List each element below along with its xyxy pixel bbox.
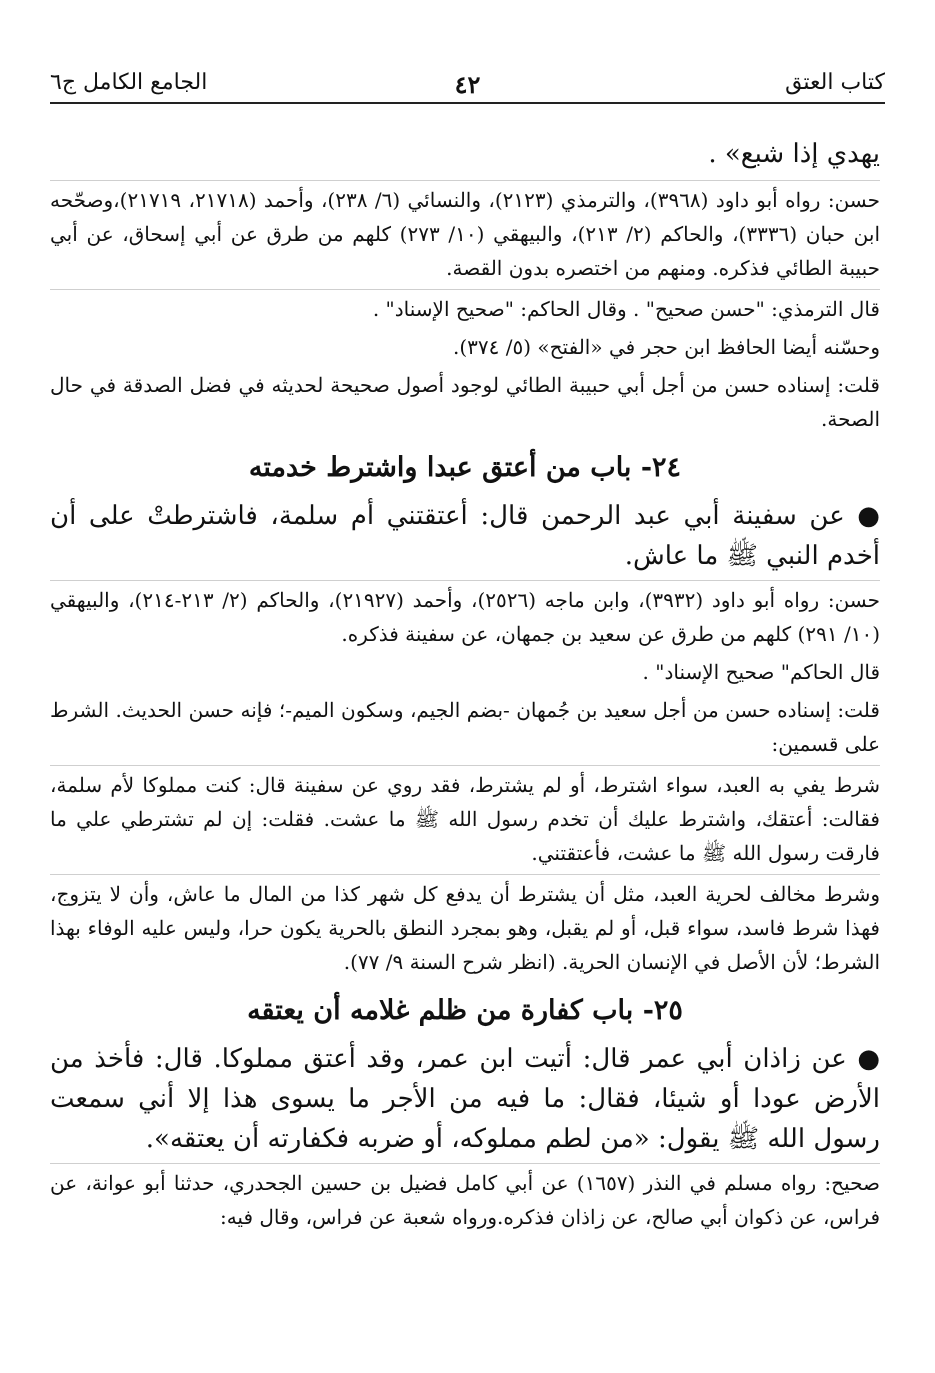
ibn-hajar-grading: وحسّنه أيضا الحافظ ابن حجر في «الفتح» (٥/ ٣٧٤). <box>452 335 880 359</box>
tirmidhi-grading: قال الترمذي: "حسن صحيح" . وقال الحاكم: "صحيح الإسناد" . <box>50 289 880 326</box>
author-comment: قلت: إسناده حسن من أجل أبي حبيبة الطائي لوجود أصول صحيحة لحديثه في فضل الصدقة في حال الصحة. <box>50 373 880 431</box>
takhrij-paragraph-25: صحيح: رواه مسلم في النذر (١٦٥٧) عن أبي كامل فضيل بن حسين الجحدري، حدثنا أبو عوانة، عن فراس، عن ذكوان أبي صالح، عن زاذان فذكره.ورواه شعبة عن فراس، وقال فيه: <box>50 1163 880 1234</box>
takhrij-paragraph: حسن: رواه أبو داود (٣٩٦٨)، والترمذي (٢١٢٣)، والنسائي (٦/ ٢٣٨)، وأحمد (٢١٧١٨، ٢١٧١٩)،وصحّحه ابن حبان (٣٣٣٦)، والحاكم (٢/ ٢١٣)، والبيهقي (١٠/ ٢٧٣) كلهم من طرق عن أبي إسحاق، عن أبي حبيبة الطائي فذكره. ومنهم من اختصره بدون القصة. <box>50 180 880 285</box>
hadith-text-25: ● عن زاذان أبي عمر قال: أتيت ابن عمر، وقد أعتق مملوكا. قال: فأخذ من الأرض عودا أو شيئا، فقال: ما فيه من الأجر ما يسوى هذا إلا أني سمعت رسول الله ﷺ يقول: «من لطم مملوكه، أو ضربه فكفارته أن يعتقه». <box>50 1044 880 1154</box>
condition-type-2: وشرط مخالف لحرية العبد، مثل أن يشترط أن يدفع كل شهر كذا من المال ما عاش، وأن لا يتزوج، فهذا شرط فاسد، سواء قبل، أو لم يقبل، وهو بمجرد النطق بالحرية يكون حرا، وليس عليه الوفاء بهذا الشرط؛ لأن الأصل في الإنسان الحرية. (انظر شرح السنة ٩/ ٧٧). <box>50 874 880 979</box>
chapter-title: كتاب العتق <box>785 70 885 95</box>
condition-type-1: شرط يفي به العبد، سواء اشترط، أو لم يشترط، فقد روي عن سفينة قال: كنت مملوكا لأم سلمة، فقالت: أعتقك، واشترط عليك أن تخدم رسول الله ﷺ ما عشت. فقلت: إن لم تشترطي علي ما فارقت رسول الله ﷺ ما عشت، فأعتقتني. <box>50 765 880 870</box>
section-heading-25: ٢٥- باب كفارة من ظلم غلامه أن يعتقه <box>247 995 683 1026</box>
takhrij-paragraph-24: حسن: رواه أبو داود (٣٩٣٢)، وابن ماجه (٢٥٢٦)، وأحمد (٢١٩٢٧)، والحاكم (٢/ ٢١٣-٢١٤)، والبيهقي (١٠/ ٢٩١) كلهم من طرق عن سعيد بن جمهان، عن سفينة فذكره. <box>50 580 880 651</box>
page-body <box>50 134 880 1238</box>
hakim-grading-24: قال الحاكم" صحيح الإسناد" . <box>642 660 880 684</box>
page-number: ٤٢ <box>454 70 481 99</box>
author-comment-24: قلت: إسناده حسن من أجل سعيد بن جُمهان -بضم الجيم، وسكون الميم-؛ فإنه حسن الحديث. الشرط على قسمين: <box>50 698 880 756</box>
hadith-text-24: ● عن سفينة أبي عبد الرحمن قال: أعتقتني أم سلمة، فاشترطتْ على أن أخدم النبي ﷺ ما عاش. <box>50 501 880 571</box>
page-header <box>50 62 885 104</box>
hadith-ending: يهدي إذا شبع» . <box>708 139 880 169</box>
book-title: الجامع الكامل ج٦ <box>50 70 208 95</box>
section-heading-24: ٢٤- باب من أعتق عبدا واشترط خدمته <box>248 452 682 483</box>
